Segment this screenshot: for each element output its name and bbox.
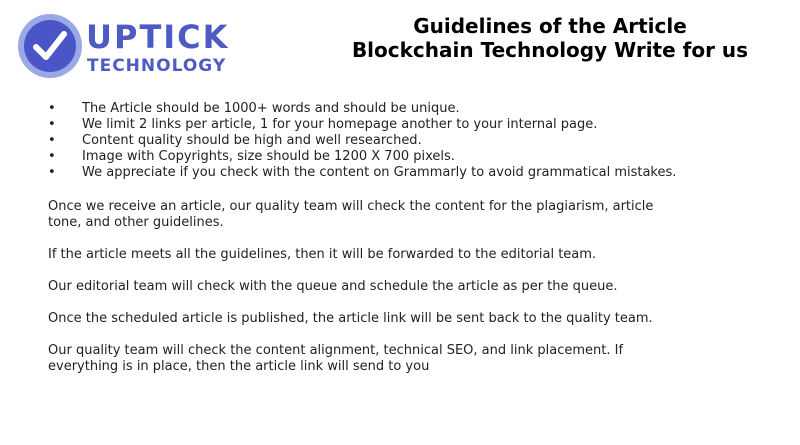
checkmark-circle-icon: [16, 12, 84, 80]
bullet-text: Image with Copyrights, size should be 1200 X 700 pixels.: [82, 149, 455, 164]
paragraph-published: Once the scheduled article is published, the article link will be sent back to the quality team.: [48, 311, 653, 326]
bullet-text: Content quality should be high and well researched.: [82, 133, 422, 148]
bullet-text: We limit 2 links per article, 1 for your homepage another to your internal page.: [82, 117, 598, 132]
page-headline: [330, 14, 770, 62]
list-item: [48, 165, 678, 181]
paragraph-forward: If the article meets all the guidelines, then it will be forwarded to the editorial team.: [48, 247, 597, 262]
list-item: [48, 101, 678, 117]
bullet-text: The Article should be 1000+ words and should be unique.: [82, 101, 460, 116]
headline-line-1: Guidelines of the Article: [413, 14, 687, 38]
uptick-logo: [16, 10, 246, 88]
guidelines-content: [48, 101, 678, 375]
logo-wordmark: UPTICK: [86, 18, 230, 56]
bullet-dot: •: [48, 117, 56, 132]
bullet-dot: •: [48, 133, 56, 148]
paragraph-quality-check: Our quality team will check the content alignment, technical SEO, and link placement. If everything is in place, then the article link will send to you: [48, 343, 624, 374]
logo-subtitle: TECHNOLOGY: [87, 56, 227, 76]
bullet-dot: •: [48, 149, 56, 164]
headline-line-2: Blockchain Technology Write for us: [351, 38, 749, 62]
bullet-text: We appreciate if you check with the content on Grammarly to avoid grammatical mistakes.: [82, 165, 677, 180]
bullet-dot: •: [48, 165, 56, 180]
paragraph-receive: Once we receive an article, our quality team will check the content for the plagiarism, article tone, and other guidelines.: [48, 199, 654, 230]
list-item: [48, 133, 678, 149]
bullet-dot: •: [48, 101, 56, 116]
list-item: [48, 117, 678, 133]
guidelines-bullet-list: [48, 101, 678, 181]
list-item: [48, 149, 678, 165]
paragraph-schedule: Our editorial team will check with the queue and schedule the article as per the queue.: [48, 279, 618, 294]
